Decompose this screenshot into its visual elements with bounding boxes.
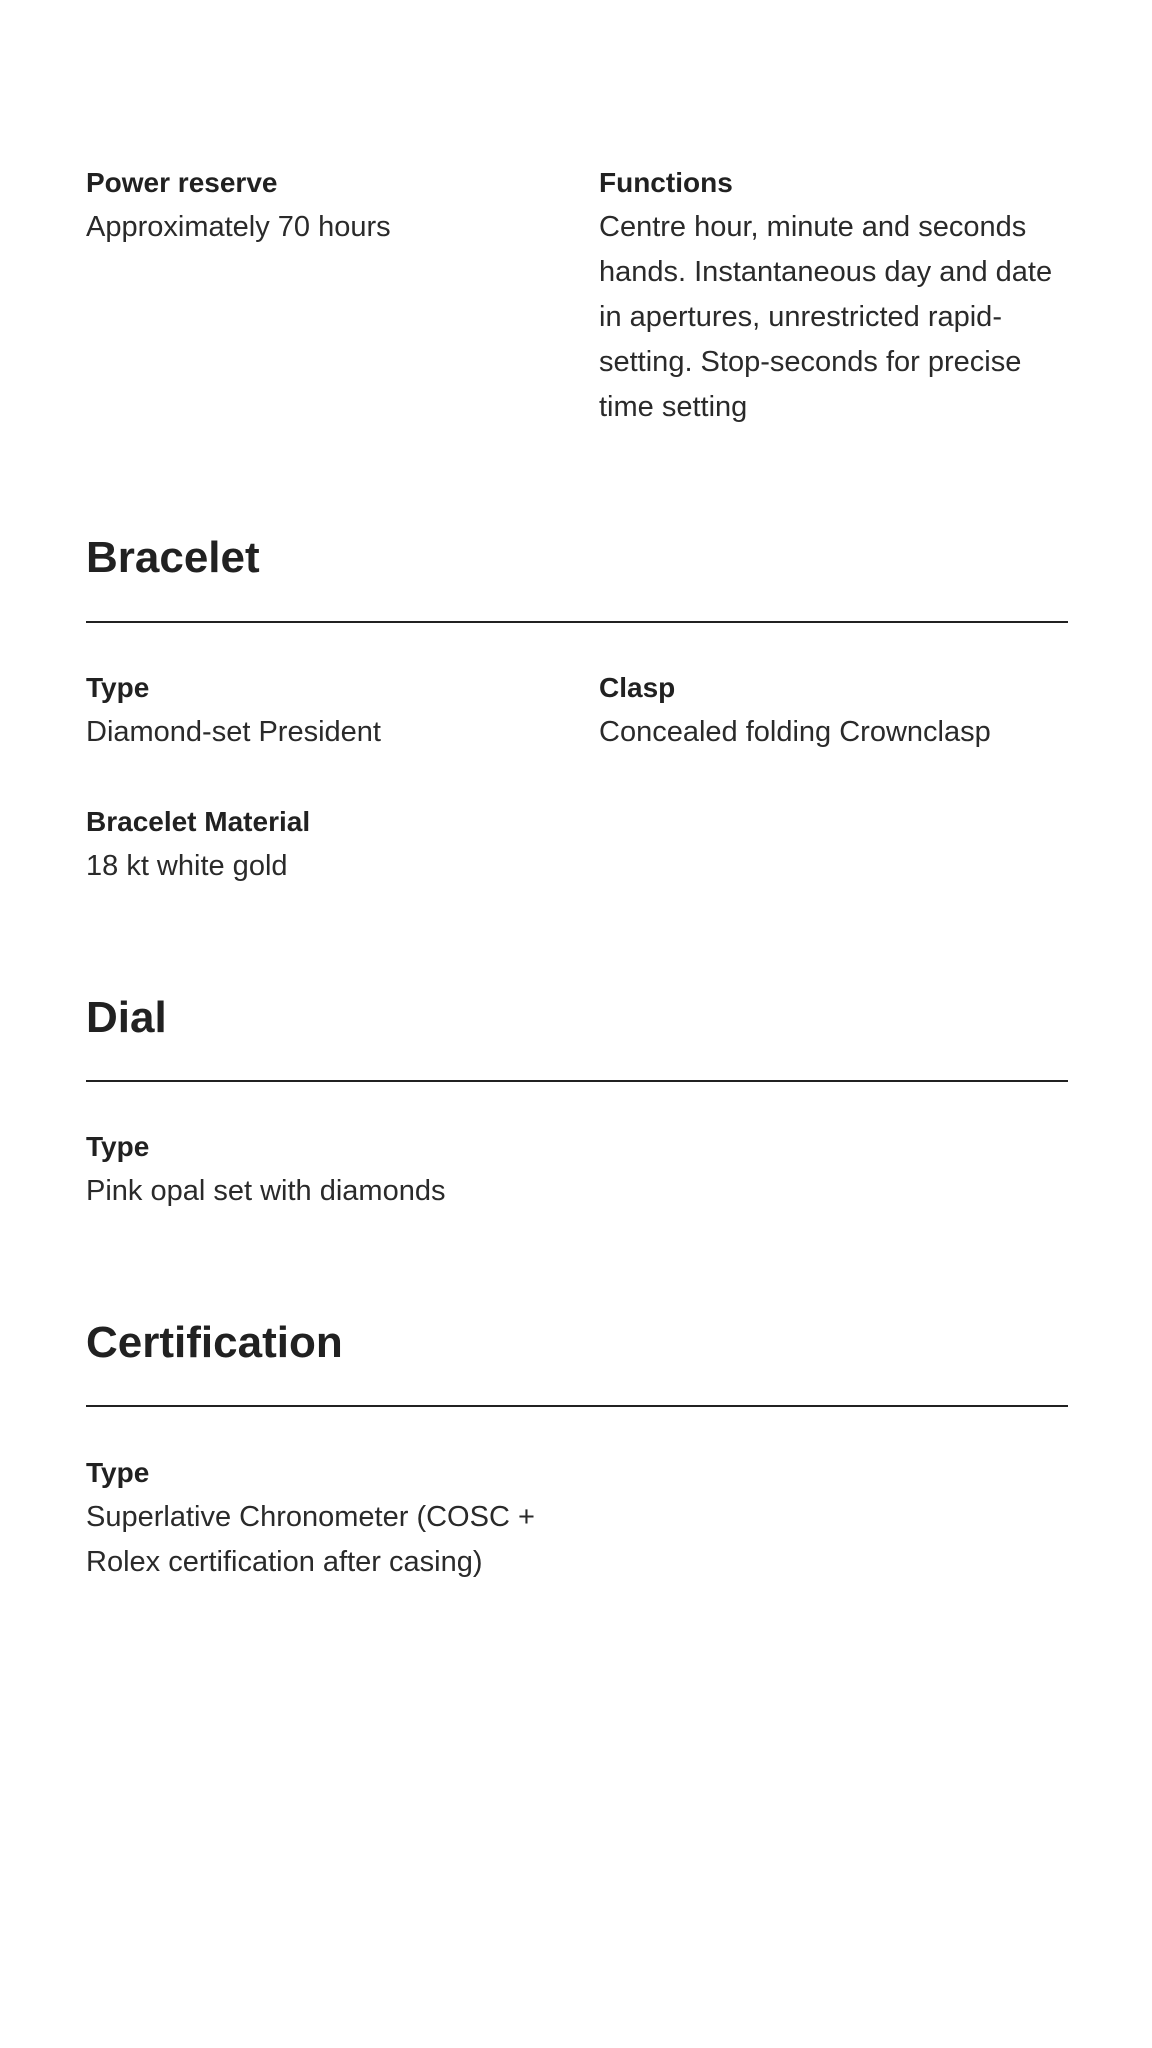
section-title-bracelet: Bracelet	[86, 533, 260, 582]
spec-value: 18 kt white gold	[86, 850, 288, 882]
spec-label: Power reserve	[86, 167, 278, 198]
section-divider	[86, 1080, 1068, 1082]
spec-label: Type	[86, 1457, 150, 1488]
spec-functions	[599, 165, 1069, 430]
section-title-dial: Dial	[86, 993, 167, 1042]
spec-value: Centre hour, minute and seconds hands. Instantaneous day and date in apertures, unrestricted rapid-setting. Stop-seconds for precise time setting	[599, 211, 1053, 423]
spec-label: Type	[86, 1131, 150, 1162]
spec-value: Concealed folding Crownclasp	[599, 716, 991, 748]
spec-label: Type	[86, 672, 150, 703]
spec-dial-type	[86, 1129, 556, 1214]
spec-value: Approximately 70 hours	[86, 211, 391, 243]
spec-bracelet-clasp	[599, 670, 1069, 755]
section-title-certification: Certification	[86, 1318, 343, 1367]
spec-label: Clasp	[599, 672, 676, 703]
spec-certification-type	[86, 1455, 576, 1585]
spec-power-reserve	[86, 165, 556, 250]
section-divider	[86, 1405, 1068, 1407]
spec-value: Diamond-set President	[86, 716, 381, 748]
spec-value: Pink opal set with diamonds	[86, 1175, 446, 1207]
spec-value: Superlative Chronometer (COSC + Rolex certification after casing)	[86, 1501, 535, 1578]
section-divider	[86, 621, 1068, 623]
spec-label: Bracelet Material	[86, 806, 311, 837]
spec-label: Functions	[599, 167, 733, 198]
spec-bracelet-material	[86, 804, 556, 889]
spec-bracelet-type	[86, 670, 556, 755]
